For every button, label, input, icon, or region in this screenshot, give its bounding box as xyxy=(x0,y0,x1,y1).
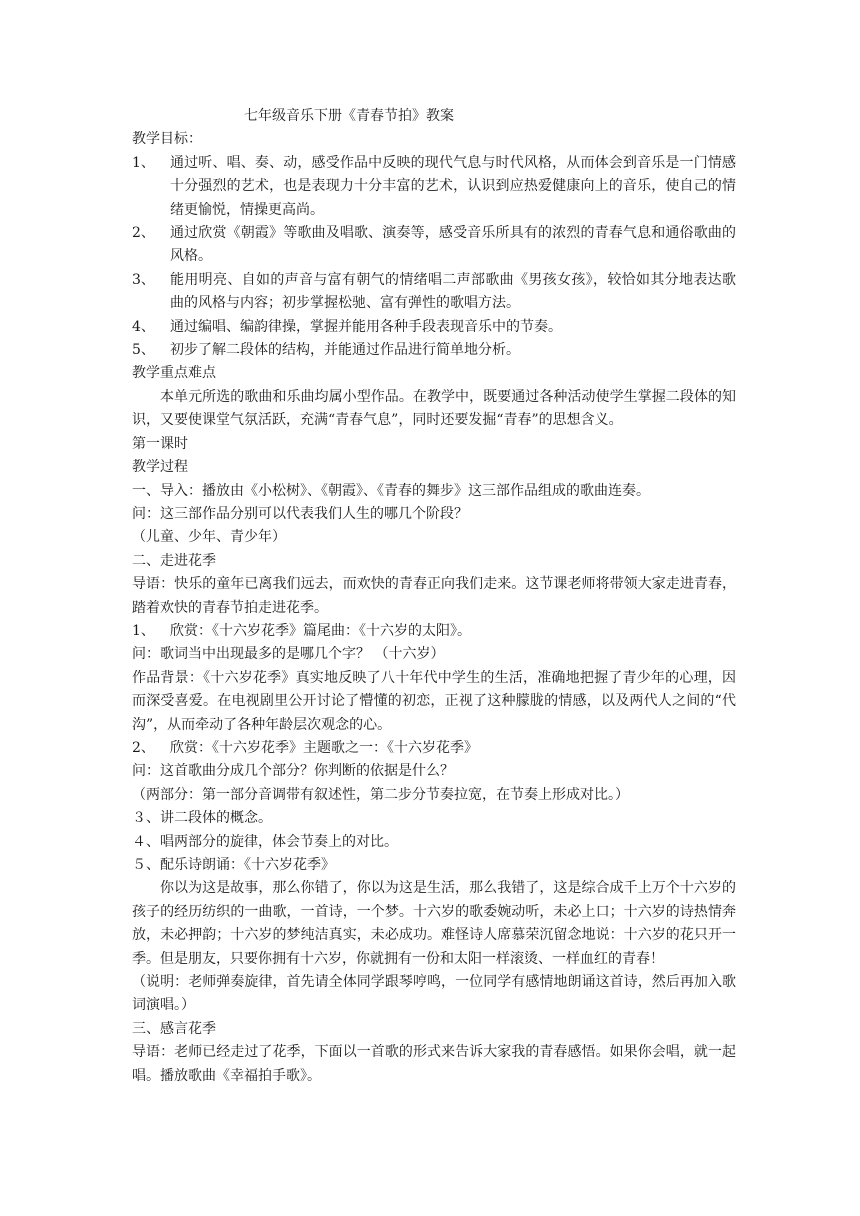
activity-item xyxy=(132,620,736,643)
objective-item xyxy=(132,152,736,222)
item2-answer: （两部分：第一部分音调带有叙述性，第二步分节奏拉宽，在节奏上形成对比。） xyxy=(132,786,629,803)
activity-item xyxy=(132,737,736,760)
process-heading: 教学过程 xyxy=(132,459,188,476)
objective-item xyxy=(132,222,736,269)
item1-question: 问：歌词当中出现最多的是哪几个字？ （十六岁） xyxy=(132,646,445,663)
intro-paragraph: 一、导入：播放由《小松树》、《朝霞》、《青春的舞步》这三部作品组成的歌曲连奏。 xyxy=(132,482,650,499)
section3-guide: 导语：老师已经走过了花季，下面以一首歌的形式来告诉大家我的青春感悟。如果你会唱，就一起唱。播放歌曲《幸福拍手歌》。 xyxy=(132,1044,736,1084)
section2-guide: 导语：快乐的童年已离我们远去，而欢快的青春正向我们走来。这节课老师将带领大家走进青春，踏着欢快的青春节拍走进花季。 xyxy=(132,576,736,616)
objective-item xyxy=(132,339,736,362)
objective-text: 能用明亮、自如的声音与富有朝气的情绪唱二声部歌曲《男孩女孩》，较恰如其分地表达歌曲的风格与内容；初步掌握松驰、富有弹性的歌唱方法。 xyxy=(170,271,736,312)
item2-question: 问：这首歌曲分成几个部分？你判断的依据是什么？ xyxy=(132,763,454,780)
document-body xyxy=(132,105,736,1088)
objective-text: 通过听、唱、奏、动，感受作品中反映的现代气息与时代风格，从而体会到音乐是一门情感十分强烈的艺术，也是表现力十分丰富的艺术，认识到应热爱健康向上的音乐，使自己的情绪更愉悦，情操更高尚。 xyxy=(170,154,736,218)
objective-number: 2、 xyxy=(132,225,155,242)
section3-heading: 三、感言花季 xyxy=(132,1020,216,1037)
key-points-paragraph: 本单元所选的歌曲和乐曲均属小型作品。在教学中，既要通过各种活动使学生掌握二段体的知识，又要使课堂气氛活跃，充满“青春气息”，同时还要发掘“青春”的思想含义。 xyxy=(132,388,736,429)
objective-item xyxy=(132,316,736,339)
objective-text: 初步了解二段体的结构，并能通过作品进行简单地分析。 xyxy=(170,342,520,359)
activity-text: 欣赏：《十六岁花季》篇尾曲：《十六岁的太阳》。 xyxy=(170,622,471,639)
objective-text: 通过欣赏《朝霞》等歌曲及唱歌、演奏等，感受音乐所具有的浓烈的青春气息和通俗歌曲的风格。 xyxy=(170,225,736,265)
objective-item xyxy=(132,269,736,316)
objective-number: 3、 xyxy=(132,271,155,288)
item1-background: 作品背景：《十六岁花季》真实地反映了八十年代中学生的生活，准确地把握了青少年的心理，因而深受喜爱。在电视剧里公开讨论了懵懂的初恋，正视了这种朦胧的情感，以及两代人之间的“代沟”，从而牵动了各种年龄层次观念的心。 xyxy=(132,669,736,733)
objectives-heading: 教学目标： xyxy=(132,131,202,148)
intro-answer: （儿童、少年、青少年） xyxy=(132,529,286,546)
activity-text: 欣赏：《十六岁花季》主题歌之一：《十六岁花季》 xyxy=(170,739,478,756)
activity-number: 2、 xyxy=(132,739,155,756)
objective-number: 5、 xyxy=(132,342,155,359)
objective-text: 通过编唱、编韵律操，掌握并能用各种手段表现音乐中的节奏。 xyxy=(170,318,562,335)
section2-heading: 二、走进花季 xyxy=(132,552,216,569)
poem-paragraph: 你以为这是故事，那么你错了，你以为这是生活，那么我错了，这是综合成千上万个十六岁的孩子的经历纺织的一曲歌，一首诗，一个梦。十六岁的歌委婉动听，未必上口；十六岁的诗热情奔放，未必押韵；十六岁的梦纯洁真实，未必成功。难怪诗人席慕荣沉留念地说：十六岁的花只开一季。但是朋友，只要你拥有十六岁，你就拥有一份和太阳一样滚烫、一样血红的青春！ xyxy=(132,880,736,967)
intro-question: 问：这三部作品分别可以代表我们人生的哪几个阶段？ xyxy=(132,505,468,522)
item4-text: ４、唱两部分的旋律，体会节奏上的对比。 xyxy=(132,833,398,850)
item3-text: ３、讲二段体的概念。 xyxy=(132,810,272,827)
item5-text: ５、配乐诗朗诵：《十六岁花季》 xyxy=(132,857,335,873)
lesson-heading: 第一课时 xyxy=(132,435,188,452)
poem-note: （说明：老师弹奏旋律，首先请全体同学跟琴哼鸣，一位同学有感情地朗诵这首诗，然后再加入歌词演唱。） xyxy=(132,974,736,1014)
objective-number: 1、 xyxy=(132,154,155,171)
activity-number: 1、 xyxy=(132,622,155,639)
objective-number: 4、 xyxy=(132,318,155,335)
document-title: 七年级音乐下册《青春节拍》教案 xyxy=(244,108,454,124)
key-points-heading: 教学重点难点 xyxy=(132,365,216,382)
